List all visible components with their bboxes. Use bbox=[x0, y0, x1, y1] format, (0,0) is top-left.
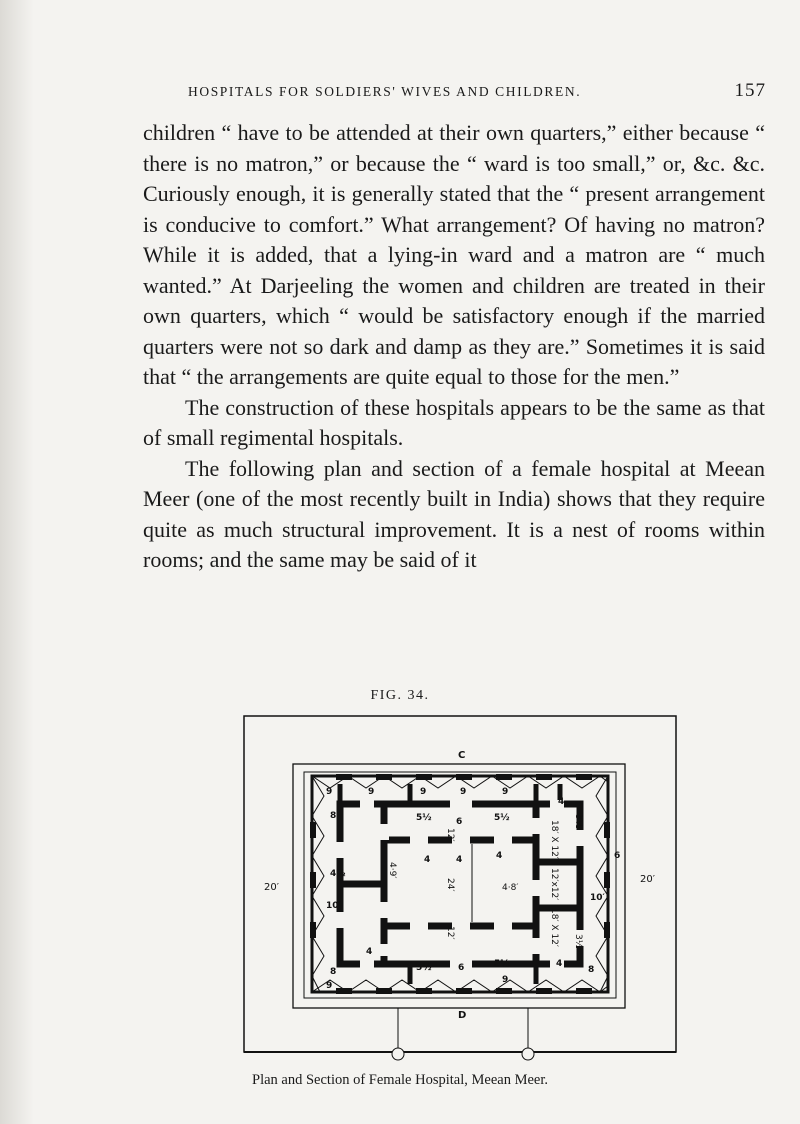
num-8-c: 8 bbox=[588, 965, 595, 975]
label-left-dim: 20′ bbox=[264, 882, 279, 893]
num-6-b: 6 bbox=[458, 963, 465, 973]
num-9-f: 9 bbox=[326, 981, 333, 991]
num-4-c: 4 bbox=[496, 851, 503, 861]
num-9-d: 9 bbox=[460, 787, 467, 797]
running-head bbox=[188, 80, 766, 102]
label-d: D bbox=[458, 1010, 467, 1021]
num-4-b: 4 bbox=[456, 855, 463, 865]
num-4-e: 4 bbox=[558, 797, 565, 807]
num-9-e: 9 bbox=[502, 787, 509, 797]
num-4-a: 4 bbox=[424, 855, 431, 865]
dim-48: 4·8′ bbox=[502, 883, 519, 893]
num-5h-d: 5½ bbox=[494, 959, 510, 969]
num-6-c: 6 bbox=[614, 851, 621, 861]
dim-49: 4·9′ bbox=[387, 862, 397, 879]
num-5h-b: 5½ bbox=[494, 813, 510, 823]
num-9-c: 9 bbox=[420, 787, 427, 797]
num-9-g: 9 bbox=[502, 975, 509, 985]
running-head-title: HOSPITALS FOR SOLDIERS' WIVES AND CHILDREN. bbox=[188, 84, 582, 99]
paragraph-2: The construction of these hospitals appears to be the same as that of small regimental hospitals. bbox=[143, 394, 765, 450]
label-right-dim: 20′ bbox=[640, 874, 655, 885]
page-number: 157 bbox=[734, 80, 766, 101]
num-4-f: 4 bbox=[556, 959, 563, 969]
dim-12-b: 12′ bbox=[445, 926, 455, 940]
num-4h: 4½ bbox=[330, 869, 346, 879]
dim-18x12-a: 18′ X 12′ bbox=[549, 820, 559, 859]
dim-3h-b: 3½ bbox=[573, 934, 583, 949]
dim-24: 24′ bbox=[445, 878, 455, 892]
figure-label: FIG. 34. bbox=[370, 688, 430, 703]
building-walls bbox=[340, 804, 580, 964]
num-5h-c: 5½ bbox=[416, 963, 432, 973]
dim-18x12-b: 18′ X 12′ bbox=[549, 908, 559, 947]
label-c: C bbox=[458, 750, 466, 761]
dim-3h-a: 3½ bbox=[573, 814, 583, 829]
num-9-a: 9 bbox=[326, 787, 333, 797]
figure-caption bbox=[0, 1072, 800, 1089]
num-6-a: 6 bbox=[456, 817, 463, 827]
num-8-a: 8 bbox=[330, 811, 337, 821]
floor-plan-drawing bbox=[240, 712, 690, 1068]
num-8-b: 8 bbox=[330, 967, 337, 977]
section-frame bbox=[244, 716, 676, 1052]
dim-12-a: 12′ bbox=[445, 828, 455, 842]
paragraph-3: The following plan and section of a female hospital at Meean Meer (one of the most recently built in India) shows that they require quite as much structural improvement. It is a nest of rooms within rooms; and the same may be said of it bbox=[143, 455, 765, 572]
num-10-b: 10′ bbox=[590, 893, 605, 903]
num-4-d: 4 bbox=[366, 947, 373, 957]
page-gutter bbox=[0, 0, 34, 1124]
paragraph-1: children “ have to be attended at their own quarters,” either because “ there is no matron,” or because the “ ward is too small,” or, &c. &c. Curiously enough, it is generally stated that the “ present arrangement is conducive to comfort.” What arrangement? Of having no matron? While it is added, that a lying-in ward and a matron are “ much wanted.” At Darjeeling the women and children are treated in their own quarters, which “ would be satisfactory enough if the married quarters were not so dark and damp as they are.” Sometimes it is said that “ the arrangements are quite equal to those for the men.” bbox=[143, 120, 765, 389]
num-10-a: 10′ bbox=[326, 901, 341, 911]
num-9-b: 9 bbox=[368, 787, 375, 797]
body-text bbox=[143, 118, 765, 576]
num-5h-a: 5½ bbox=[416, 813, 432, 823]
figure-caption-text: Plan and Section of Female Hospital, Meean Meer. bbox=[252, 1072, 548, 1088]
dim-12x12: 12′x12′ bbox=[549, 868, 559, 901]
floor-plan-figure bbox=[240, 712, 690, 1068]
